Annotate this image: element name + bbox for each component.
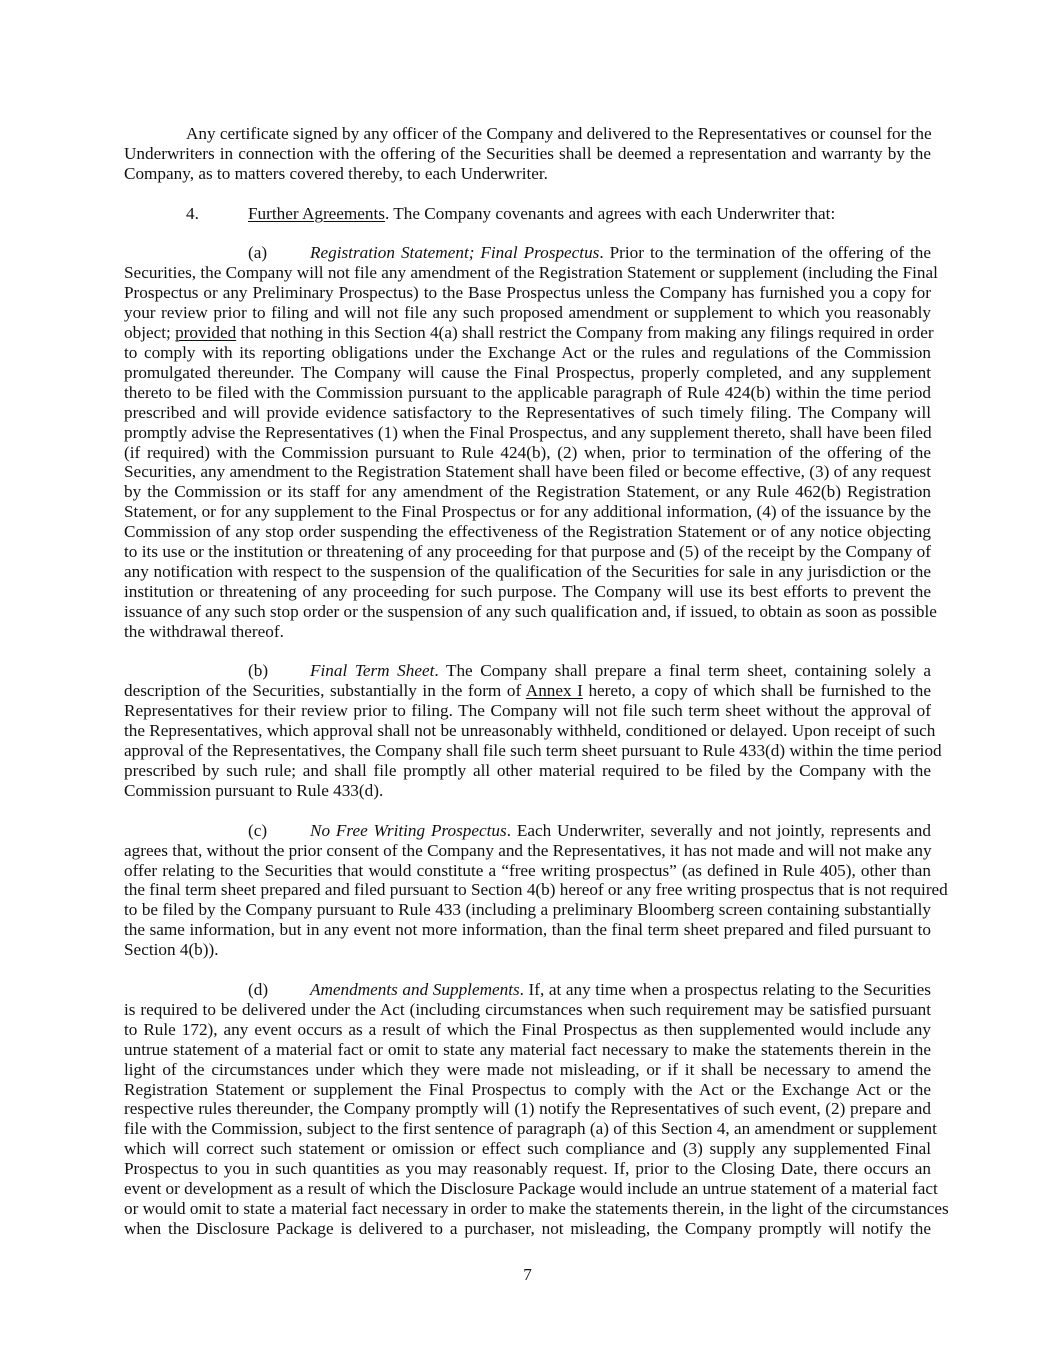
- subsection-label: (d): [248, 979, 269, 999]
- text-line: Commission of any stop order suspending the effectiveness of the Registration Statement or of any notice objecting: [124, 522, 931, 542]
- text-line: Prospectus or any Preliminary Prospectus) to the Base Prospectus unless the Company has furnished you a copy for: [124, 283, 931, 303]
- subsection-title: Final Term Sheet: [310, 661, 435, 681]
- subsection-label: (b): [248, 661, 269, 681]
- text-line: Securities, the Company will not file any amendment of the Registration Statement or supplement (including the Final: [124, 263, 938, 283]
- text-line: Representatives for their review prior to filing. The Company will not file such term sheet without the approval of: [124, 701, 931, 721]
- defined-term-provided: provided: [175, 323, 237, 343]
- text-line: the same information, but in any event not more information, than the final term sheet prepared and filed pursuant to: [124, 920, 931, 940]
- subsection-b: [124, 661, 942, 800]
- text-line: issuance of any such stop order or the suspension of any such qualification and, if issued, to obtain as soon as possible: [124, 601, 937, 621]
- text-line: Commission pursuant to Rule 433(d).: [124, 780, 384, 800]
- text-line: is required to be delivered under the Act (including circumstances when such requirement may be satisfied pursuant: [124, 999, 931, 1019]
- text-line: any notification with respect to the suspension of the qualification of the Securities for sale in any jurisdiction or the: [124, 561, 931, 581]
- text-segment: hereto, a copy of which shall be furnished to the: [582, 681, 931, 701]
- page-body: [124, 124, 949, 1259]
- text-line: Securities, any amendment to the Registration Statement shall have been filed or become effective, (3) of any request: [124, 462, 931, 482]
- text-line: event or development as a result of which the Disclosure Package would include an untrue statement of a material fact: [124, 1179, 938, 1199]
- text-segment: that nothing in this Section 4(a) shall restrict the Company from making any filings required in order: [236, 323, 934, 343]
- text-segment: . If, at any time when a prospectus relating to the Securities: [519, 979, 931, 999]
- text-line: [124, 243, 931, 263]
- paragraph-certificate: [124, 124, 931, 184]
- text-line: which will correct such statement or omission or effect such compliance and (3) supply any supplemented Final: [124, 1139, 931, 1159]
- subsection-title: No Free Writing Prospectus: [310, 820, 507, 840]
- subsection-title: Amendments and Supplements: [310, 979, 520, 999]
- text-line: to Rule 172), any event occurs as a result of which the Final Prospectus as then supplemented would include any: [124, 1019, 931, 1039]
- text-line: the withdrawal thereof.: [124, 621, 284, 641]
- text-segment: object;: [124, 323, 176, 343]
- text-line: promptly advise the Representatives (1) when the Final Prospectus, and any supplement thereto, shall have been filed: [124, 422, 932, 442]
- text-line: or would omit to state a material fact necessary in order to make the statements therein, in the light of the circumstances: [124, 1198, 949, 1218]
- text-line: prescribed by such rule; and shall file promptly all other material required to be filed by the Company with the: [124, 761, 931, 780]
- text-line: when the Disclosure Package is delivered to a purchaser, not misleading, the Company promptly will notify the: [124, 1218, 931, 1238]
- text-line: file with the Commission, subject to the first sentence of paragraph (a) of this Section 4, an amendment or supplement: [124, 1119, 937, 1139]
- text-line: to comply with its reporting obligations under the Exchange Act or the rules and regulations of the Commission: [124, 342, 931, 362]
- text-line: Company, as to matters covered thereby, to each Underwriter.: [124, 163, 548, 183]
- section-title: Further Agreements: [248, 203, 385, 223]
- text-line: [124, 661, 931, 681]
- text-segment: . Each Underwriter, severally and not jointly, represents and: [506, 820, 931, 840]
- text-line: [124, 681, 931, 701]
- text-segment: . Prior to the termination of the offering of the: [599, 243, 931, 263]
- subsection-label: (a): [248, 243, 268, 263]
- subsection-title: Registration Statement; Final Prospectus: [310, 243, 600, 263]
- text-segment: . The Company shall prepare a final term sheet, containing solely a: [434, 661, 931, 681]
- section-number: 4.: [186, 203, 199, 223]
- text-line: (if required) with the Commission pursuant to Rule 424(b), (2) when, prior to termination of the offering of the: [124, 442, 931, 462]
- text-line: to its use or the institution or threatening of any proceeding for that purpose and (5) of the receipt by the Company of: [124, 542, 931, 562]
- text-line: Prospectus to you in such quantities as you may reasonably request. If, prior to the Closing Date, there occurs an: [124, 1159, 931, 1179]
- text-line: Any certificate signed by any officer of the Company and delivered to the Representatives or counsel for the: [186, 124, 932, 143]
- text-line: [124, 323, 934, 343]
- text-line: to be filed by the Company pursuant to Rule 433 (including a preliminary Bloomberg screen containing substantially: [124, 900, 931, 920]
- text-line: [124, 980, 931, 1000]
- annex-reference: Annex I: [525, 681, 583, 701]
- text-line: prescribed and will provide evidence satisfactory to the Representatives of such timely filing. The Company will: [124, 402, 931, 422]
- section-heading: [124, 204, 931, 224]
- text-segment: description of the Securities, substantially in the form of: [124, 681, 526, 701]
- text-line: light of the circumstances under which they were made not misleading, or if it shall be necessary to amend the: [124, 1059, 931, 1079]
- text-line: agrees that, without the prior consent of the Company and the Representatives, it has not made and will not make any: [124, 840, 932, 860]
- text-line: respective rules thereunder, the Company promptly will (1) notify the Representatives of such event, (2) prepare and: [124, 1099, 931, 1119]
- text-line: thereto to be filed with the Commission pursuant to the applicable paragraph of Rule 424(b) within the time period: [124, 382, 931, 402]
- subsection-d: [124, 979, 949, 1239]
- text-line: the final term sheet prepared and filed pursuant to Section 4(b) hereof or any free writing prospectus that is not required: [124, 880, 948, 900]
- text-line: Statement, or for any supplement to the Final Prospectus or for any additional information, (4) of the issuance by the: [124, 502, 931, 522]
- text-line: approval of the Representatives, the Company shall file such term sheet pursuant to Rule 433(d) within the time period: [124, 741, 942, 761]
- page-number: 7: [523, 1265, 532, 1284]
- text-line: Section 4(b)).: [124, 940, 219, 960]
- text-line: Underwriters in connection with the offering of the Securities shall be deemed a representation and warranty by the: [124, 143, 931, 163]
- section-intro-text: . The Company covenants and agrees with each Underwriter that:: [385, 203, 836, 223]
- text-line: institution or threatening of any proceeding for such purpose. The Company will use its best efforts to prevent the: [124, 581, 931, 601]
- subsection-a: [124, 243, 938, 641]
- text-line: untrue statement of a material fact or omit to state any material fact necessary to make the statements therein in the: [124, 1039, 931, 1059]
- text-line: [124, 204, 931, 224]
- text-line: by the Commission or its staff for any amendment of the Registration Statement, or any Rule 462(b) Registration: [124, 482, 931, 502]
- text-line: offer relating to the Securities that would constitute a “free writing prospectus” (as defined in Rule 405), other than: [124, 860, 931, 880]
- subsection-c: [124, 820, 948, 960]
- text-line: your review prior to filing and will not file any such proposed amendment or supplement to which you reasonably: [124, 303, 931, 323]
- text-line: Registration Statement or supplement the Final Prospectus to comply with the Act or the Exchange Act or the: [124, 1079, 931, 1099]
- text-line: the Representatives, which approval shall not be unreasonably withheld, conditioned or delayed. Upon receipt of such: [124, 721, 936, 741]
- text-line: [124, 821, 931, 841]
- text-line: promulgated thereunder. The Company will cause the Final Prospectus, properly completed, and any supplement: [124, 362, 931, 382]
- subsection-label: (c): [248, 820, 268, 840]
